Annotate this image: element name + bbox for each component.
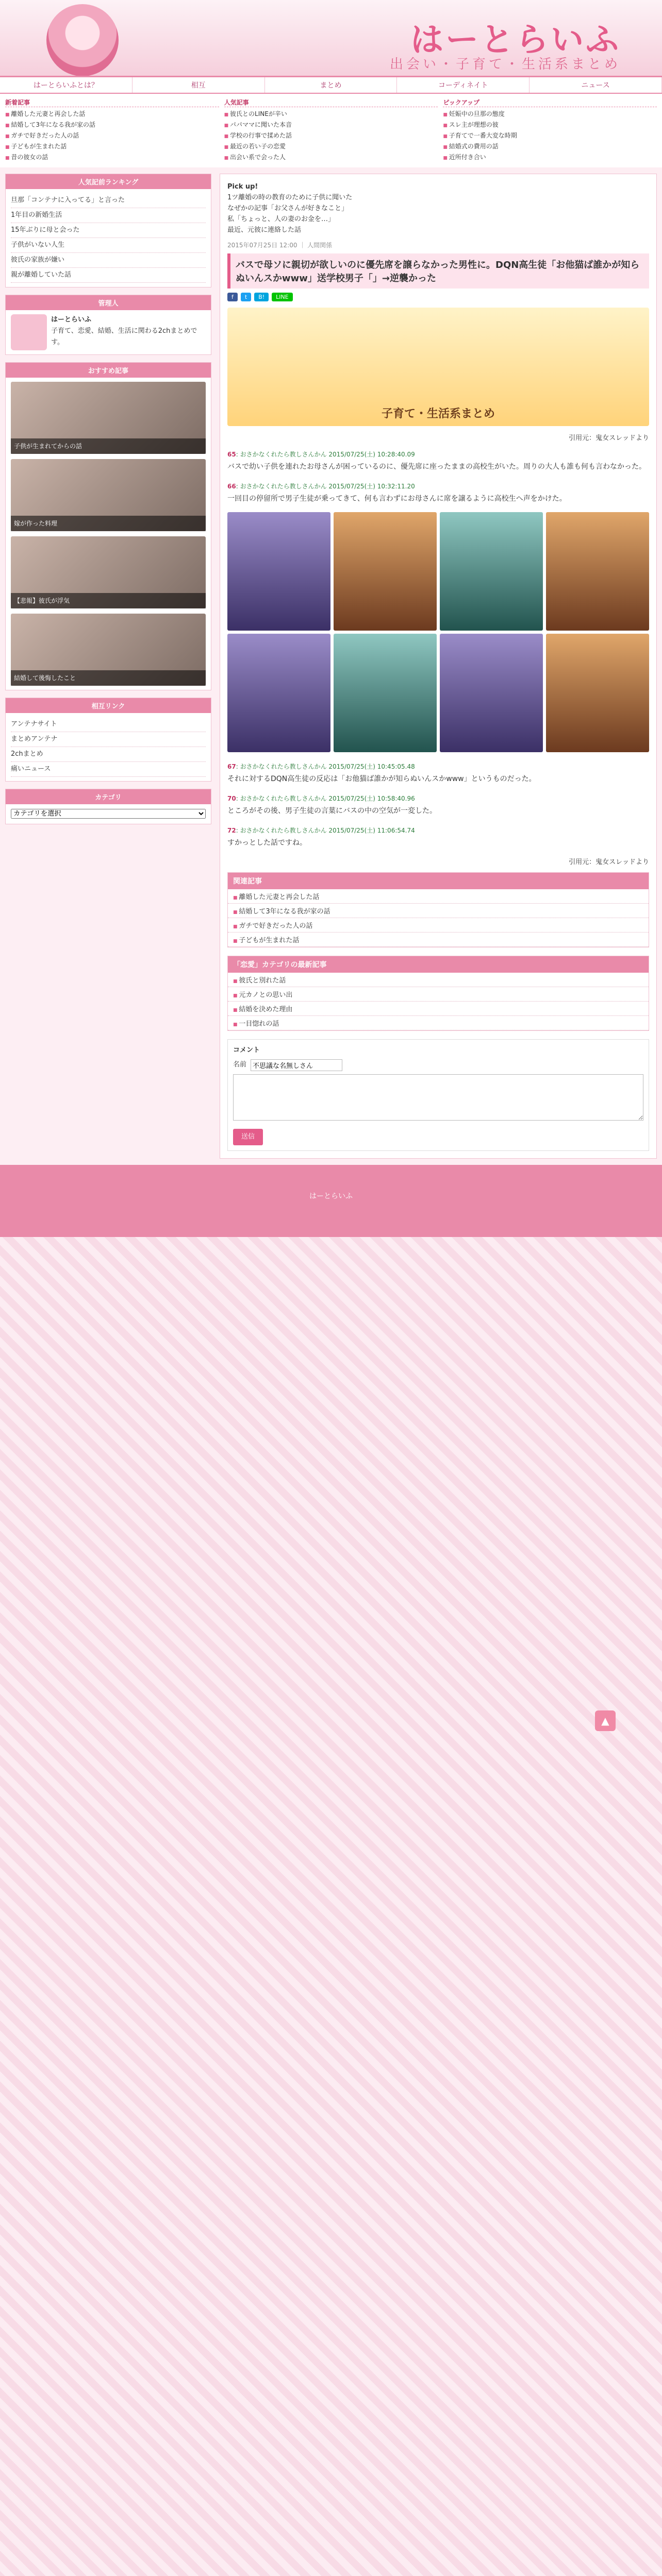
ranking-item[interactable]: 子供がいない人生 xyxy=(11,238,206,253)
response-header: 70: おさかなくれたら教しさんかん 2015/07/25(土) 10:58:40.96 xyxy=(227,795,415,802)
thumbnail-caption: 【悲報】彼氏が浮気 xyxy=(11,593,206,608)
grid-image[interactable] xyxy=(334,512,437,631)
profile-box xyxy=(5,295,211,355)
share-button[interactable]: t xyxy=(241,293,251,301)
sidebar xyxy=(5,174,211,1159)
list-item[interactable]: ■ 離婚した元妻と再会した話 xyxy=(5,109,219,120)
list-item[interactable]: ■ ガチで好きだった人の話 xyxy=(5,131,219,142)
thumbnail-card[interactable] xyxy=(11,382,206,454)
content-layout xyxy=(0,167,662,1165)
list-item[interactable]: ■ 昔の彼女の話 xyxy=(5,152,219,163)
thumbnail-card[interactable] xyxy=(11,614,206,686)
grid-image[interactable] xyxy=(227,634,330,752)
share-button[interactable]: LINE xyxy=(272,293,293,301)
list-item[interactable]: ■ 出会い系で会った人 xyxy=(224,152,438,163)
pickup-item[interactable]: 私「ちょっと、人の妻のお金を…」 xyxy=(227,215,335,223)
box-title: カテゴリ xyxy=(6,789,211,804)
response-date: 2015/07/25(土) 11:06:54.74 xyxy=(328,827,415,834)
response-text: 一回目の停留所で男子生徒が乗ってきて、何も言わずにお母さんに席を譲るように高校生へ声をかけた。 xyxy=(227,495,567,503)
category-item[interactable]: ■ 元カノとの思い出 xyxy=(228,987,649,1002)
top-column xyxy=(5,98,219,163)
comment-form xyxy=(227,1039,649,1151)
box-title: 管理人 xyxy=(6,295,211,310)
thumbnail-card[interactable] xyxy=(11,459,206,531)
response-number: 70 xyxy=(227,795,236,802)
grid-image[interactable] xyxy=(227,512,330,631)
top-columns xyxy=(0,94,662,167)
avatar xyxy=(11,314,47,350)
related-item[interactable]: ■ 結婚して3年になる我が家の話 xyxy=(228,904,649,918)
list-item[interactable]: ■ 結婚式の費用の話 xyxy=(443,142,657,152)
ranking-item[interactable]: 親が離婚していた話 xyxy=(11,268,206,283)
response-number: 67 xyxy=(227,763,236,770)
response-number: 66 xyxy=(227,483,236,490)
image-grid xyxy=(227,512,649,752)
response-name: おさかなくれたら教しさんかん xyxy=(240,483,327,490)
link-item[interactable]: まとめアンテナ xyxy=(11,732,206,747)
page-wrapper xyxy=(0,0,662,1237)
article-hero-image xyxy=(227,308,649,426)
share-button[interactable]: B! xyxy=(254,293,269,301)
related-item[interactable]: ■ ガチで好きだった人の話 xyxy=(228,918,649,933)
list-item[interactable]: ■ 彼氏とのLINEが辛い xyxy=(224,109,438,120)
pickup-item[interactable]: 最近、元彼に連絡した話 xyxy=(227,226,302,234)
nav-item-matome[interactable]: まとめ xyxy=(265,77,398,93)
response-date: 2015/07/25(土) 10:32:11.20 xyxy=(328,483,415,490)
article-meta: 2015年07月25日 12:00 ｜ 人間関係 xyxy=(227,242,333,249)
list-item[interactable]: ■ 子育てで一番大変な時期 xyxy=(443,131,657,142)
profile-text: 子育て、恋愛、結婚、生活に関わる2chまとめです。 xyxy=(51,327,197,346)
response-date: 2015/07/25(土) 10:28:40.09 xyxy=(328,451,415,458)
article-title: バスで母ソに親切が欲しいのに優先席を譲らなかった男性に。DQN高生徒「お他猫ば誰かが知らぬいんスかwww」送学校男子「」→逆襲かった xyxy=(227,253,649,289)
response-text: ところがその後、男子生徒の言葉にバスの中の空気が一変した。 xyxy=(227,807,437,815)
response-header: 66: おさかなくれたら教しさんかん 2015/07/25(土) 10:32:11.20 xyxy=(227,483,415,490)
article-date: 2015年07月25日 12:00 xyxy=(227,242,297,249)
grid-image[interactable] xyxy=(440,634,543,752)
response-header: 65: おさかなくれたら教しさんかん 2015/07/25(土) 10:28:40.09 xyxy=(227,451,415,458)
list-item[interactable]: ■ パパママに聞いた本音 xyxy=(224,120,438,131)
response-name: おさかなくれたら教しさんかん xyxy=(240,795,327,802)
thumbnail-caption: 結婚して後悔したこと xyxy=(11,670,206,686)
back-to-top-button[interactable]: ▲ xyxy=(595,1710,616,1731)
list-item[interactable]: ■ 妊娠中の旦那の態度 xyxy=(443,109,657,120)
grid-image[interactable] xyxy=(546,512,649,631)
category-item[interactable]: ■ 彼氏と別れた話 xyxy=(228,973,649,987)
response xyxy=(227,760,649,785)
response-number: 72 xyxy=(227,827,236,834)
main-content xyxy=(220,174,657,1159)
list-item[interactable]: ■ 最近の若い子の恋愛 xyxy=(224,142,438,152)
global-nav xyxy=(0,77,662,94)
thumbnail-caption: 嫁が作った料理 xyxy=(11,516,206,531)
ranking-item[interactable]: 1年目の新婚生活 xyxy=(11,208,206,223)
response-text: それに対するDQN高生徒の反応は「お他猫ば誰かが知らぬいんスかwww」というものだった。 xyxy=(227,775,536,783)
recommend-box xyxy=(5,362,211,690)
related-item[interactable]: ■ 子どもが生まれた話 xyxy=(228,933,649,947)
response xyxy=(227,480,649,505)
profile-name: はーとらいふ xyxy=(51,316,92,324)
hero-caption: 子育て・生活系まとめ xyxy=(381,408,495,420)
box-title: おすすめ記事 xyxy=(6,363,211,378)
response-name: おさかなくれたら教しさんかん xyxy=(240,763,327,770)
thumbnail-caption: 子供が生まれてからの話 xyxy=(11,438,206,454)
column-title: ピックアップ xyxy=(443,98,657,107)
response-number: 65 xyxy=(227,451,236,458)
category-box xyxy=(5,789,211,824)
ranking-item[interactable]: 旦那「コンテナに入ってる」と言った xyxy=(11,193,206,208)
section-title: 「恋愛」カテゴリの最新記事 xyxy=(228,956,649,973)
nav-item-about[interactable]: はーとらいふとは？ xyxy=(0,77,133,93)
response-date: 2015/07/25(土) 10:45:05.48 xyxy=(328,763,415,770)
ranking-item[interactable]: 彼氏の家族が嫌い xyxy=(11,253,206,268)
source-link[interactable]: 引用元：鬼女スレッドより xyxy=(569,434,649,442)
grid-image[interactable] xyxy=(440,512,543,631)
related-articles xyxy=(227,872,649,947)
pickup-list xyxy=(227,181,649,235)
link-item[interactable]: 2chまとめ xyxy=(11,747,206,762)
nav-item-news[interactable]: ニュース xyxy=(529,77,662,93)
grid-image[interactable] xyxy=(334,634,437,752)
category-select[interactable] xyxy=(11,809,206,819)
box-title: 相互リンク xyxy=(6,698,211,713)
response-name: おさかなくれたら教しさんかん xyxy=(240,451,327,458)
response xyxy=(227,824,649,849)
mascot-image xyxy=(46,4,119,76)
ranking-box xyxy=(5,174,211,287)
response-date: 2015/07/25(土) 10:58:40.96 xyxy=(328,795,415,802)
response xyxy=(227,448,649,473)
thumbnail-card[interactable] xyxy=(11,536,206,608)
related-item[interactable]: ■ 離婚した元妻と再会した話 xyxy=(228,889,649,904)
box-title: 人気記前ランキング xyxy=(6,174,211,189)
link-item[interactable]: 痛いニュース xyxy=(11,762,206,777)
grid-image[interactable] xyxy=(546,634,649,752)
response xyxy=(227,792,649,817)
site-subtitle: 出会い・子育て・生活系まとめ xyxy=(389,57,621,72)
section-title: 関連記事 xyxy=(228,873,649,889)
column-title: 新着記事 xyxy=(5,98,219,107)
nav-item-coordinate[interactable]: コーディネイト xyxy=(397,77,529,93)
response-text: バスで幼い子供を連れたお母さんが困っているのに、優先席に座ったままの高校生がいた。周りの大人も誰も何も言わなかった。 xyxy=(227,463,646,471)
submit-button[interactable]: 送信 xyxy=(233,1129,263,1145)
pickup-item[interactable]: なぜかの記事「お父さんが好きなこと」 xyxy=(227,205,349,212)
site-header xyxy=(0,0,662,77)
comment-title: コメント xyxy=(233,1046,260,1054)
response-text: すかっとした話ですね。 xyxy=(227,839,307,847)
list-item[interactable]: ■ 学校の行事で揉めた話 xyxy=(224,131,438,142)
category-item[interactable]: ■ 一目惚れの話 xyxy=(228,1016,649,1030)
share-buttons xyxy=(227,293,649,301)
ranking-item[interactable]: 15年ぶりに母と会った xyxy=(11,223,206,238)
response-header: 67: おさかなくれたら教しさんかん 2015/07/25(土) 10:45:05.48 xyxy=(227,763,415,770)
top-column xyxy=(224,98,438,163)
category-item[interactable]: ■ 結婚を決めた理由 xyxy=(228,1002,649,1016)
links-box xyxy=(5,698,211,782)
list-item[interactable]: ■ 近所付き合い xyxy=(443,152,657,163)
column-title: 人気記事 xyxy=(224,98,438,107)
list-item[interactable]: ■ 結婚して3年になる我が家の話 xyxy=(5,120,219,131)
site-logo[interactable]: はーとらいふ xyxy=(410,21,621,59)
share-button[interactable]: f xyxy=(227,293,238,301)
name-input[interactable] xyxy=(251,1059,342,1071)
list-item[interactable]: ■ スレ主が理想の彼 xyxy=(443,120,657,131)
nav-item-links[interactable]: 相互 xyxy=(133,77,265,93)
pickup-item[interactable]: 1ツ離婚の時の教育のために子供に聞いた xyxy=(227,194,353,201)
link-item[interactable]: アンテナサイト xyxy=(11,717,206,732)
comment-textarea[interactable] xyxy=(233,1074,643,1121)
response-name: おさかなくれたら教しさんかん xyxy=(240,827,327,834)
pickup-label: Pick up! xyxy=(227,183,258,191)
site-footer: はーとらいふ xyxy=(0,1165,662,1237)
response-header: 72: おさかなくれたら教しさんかん 2015/07/25(土) 11:06:54.74 xyxy=(227,827,415,834)
source-link[interactable]: 引用元：鬼女スレッドより xyxy=(569,858,649,866)
list-item[interactable]: ■ 子どもが生まれた話 xyxy=(5,142,219,152)
top-column xyxy=(443,98,657,163)
name-label: 名前 xyxy=(233,1061,247,1069)
article-category[interactable]: 人間関係 xyxy=(307,242,333,249)
category-latest xyxy=(227,956,649,1031)
